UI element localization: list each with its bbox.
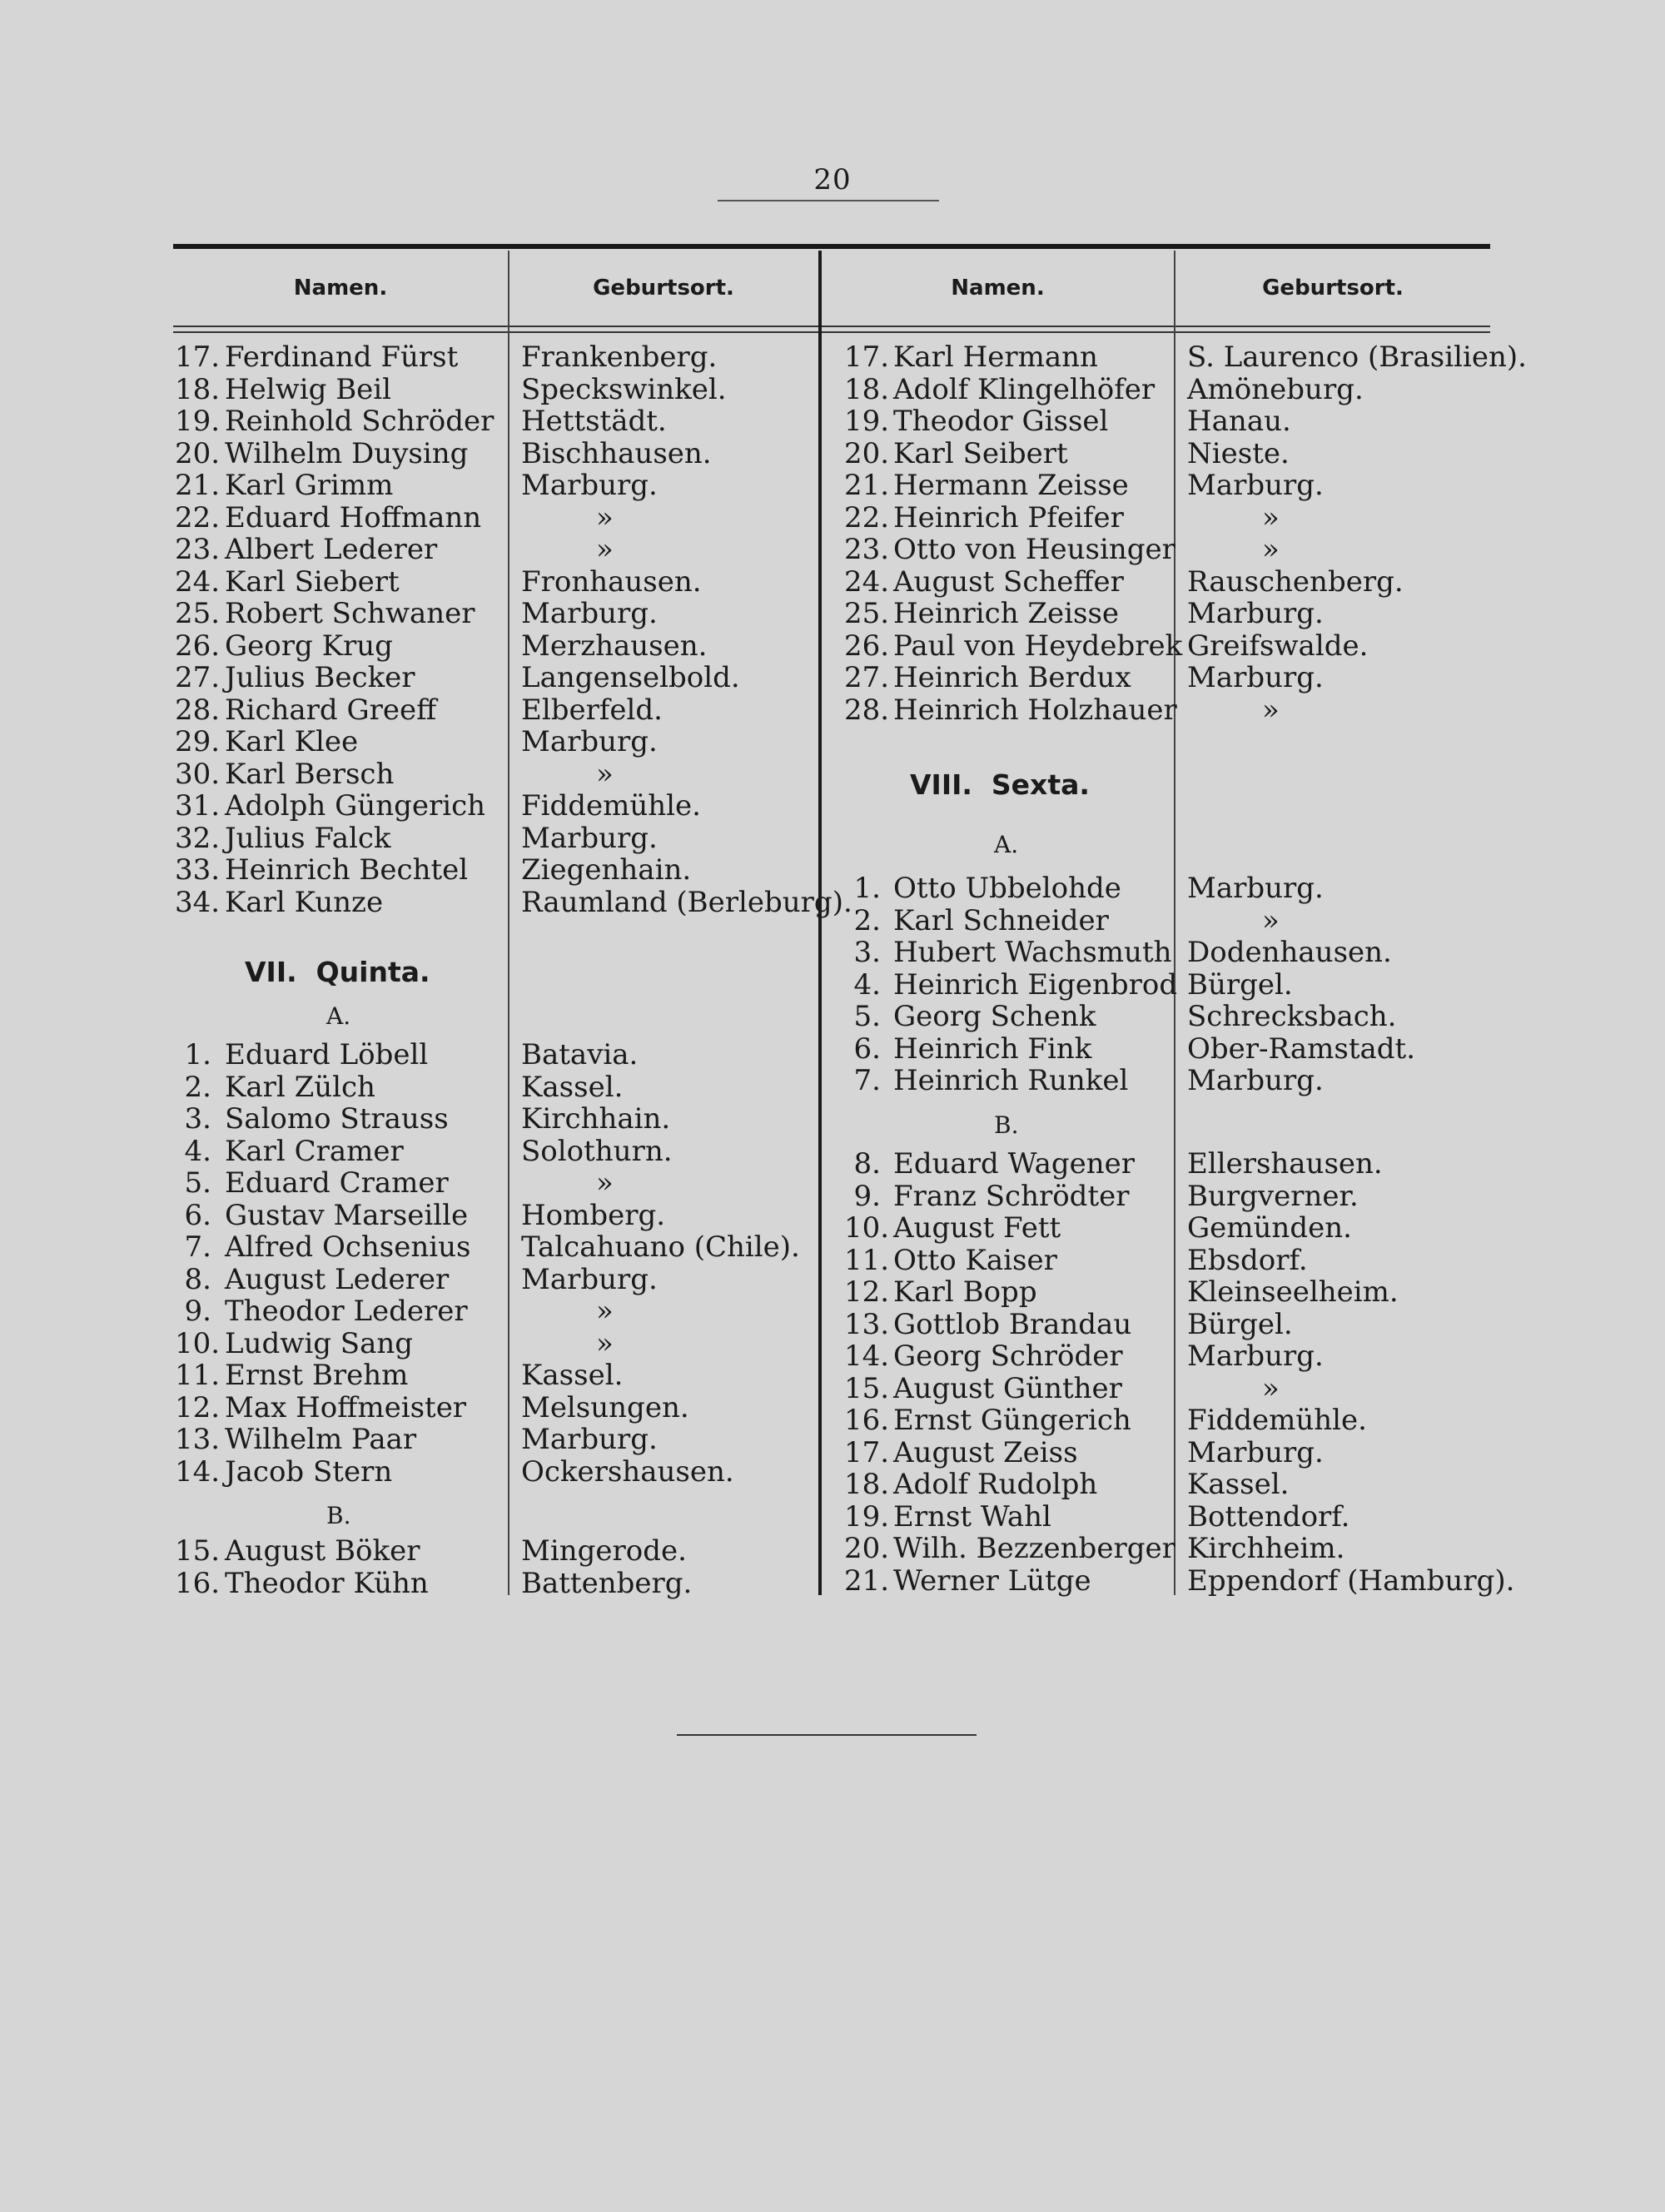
entry-number: 10. (175, 1326, 221, 1360)
entry-birthplace: Ober-Ramstadt. (1187, 1031, 1416, 1066)
entry-name: August Scheffer (893, 564, 1124, 599)
section-numeral: VIII. (910, 768, 972, 801)
section-quinta-title (245, 956, 430, 988)
entry-number: 24. (175, 564, 221, 599)
entry-birthplace: Marburg. (521, 725, 658, 758)
entry-birthplace: Kirchhain. (521, 1102, 671, 1136)
entry-number: 16. (844, 1404, 890, 1437)
bottom-rule (677, 1734, 977, 1736)
entry-name: Julius Falck (225, 821, 391, 855)
entry-birthplace: Melsungen. (521, 1390, 689, 1424)
entry-name: August Fett (893, 1211, 1061, 1245)
entry-birthplace: » (596, 533, 614, 566)
entry-number: 17. (844, 340, 890, 374)
entry-name: Franz Schrödter (893, 1179, 1130, 1213)
entry-birthplace: » (1262, 1371, 1280, 1405)
entry-birthplace: Ziegenhain. (521, 853, 692, 887)
entry-birthplace: Marburg. (521, 1262, 658, 1296)
header-names-left: Namen. (293, 276, 388, 301)
entry-name: Karl Bersch (225, 757, 395, 791)
entry-number: 3. (853, 936, 881, 969)
entry-birthplace: Raumland (Berleburg). (521, 885, 852, 919)
entry-number: 16. (175, 1566, 221, 1600)
entry-birthplace: Elberfeld. (521, 693, 663, 727)
entry-name: Wilh. Bezzenberger (893, 1532, 1175, 1565)
entry-name: Eduard Löbell (225, 1038, 429, 1071)
entry-birthplace: Marburg. (1187, 1435, 1324, 1469)
entry-birthplace: Gemünden. (1187, 1211, 1352, 1245)
entry-birthplace: Marburg. (521, 821, 658, 855)
entry-birthplace: Amöneburg. (1187, 372, 1364, 406)
entry-name: Theodor Kühn (225, 1566, 429, 1600)
entry-birthplace: Marburg. (1187, 1064, 1324, 1097)
entry-birthplace: Marburg. (521, 1423, 658, 1456)
column-divider (508, 251, 509, 1595)
header-birthplace-left: Geburtsort. (593, 276, 734, 301)
entry-number: 10. (844, 1211, 890, 1245)
entry-name: Heinrich Fink (893, 1031, 1092, 1066)
entry-birthplace: Bürgel. (1187, 967, 1293, 1002)
entry-birthplace: Marburg. (1187, 469, 1324, 502)
entry-birthplace: » (596, 1166, 614, 1200)
entry-number: 2. (853, 903, 881, 937)
top-rule (718, 200, 939, 201)
entry-number: 17. (175, 340, 221, 374)
entry-number: 2. (184, 1070, 211, 1104)
entry-birthplace: Hanau. (1187, 405, 1291, 438)
entry-name: Georg Krug (225, 629, 393, 663)
entry-birthplace: Marburg. (1187, 661, 1324, 694)
entry-number: 23. (175, 533, 221, 566)
entry-name: Ferdinand Fürst (225, 340, 459, 374)
entry-name: Heinrich Bechtel (225, 853, 469, 887)
entry-number: 1. (853, 872, 881, 905)
entry-birthplace: Langenselbold. (521, 661, 740, 694)
entry-number: 29. (175, 725, 221, 758)
entry-birthplace: » (596, 500, 614, 534)
entry-birthplace: Bürgel. (1187, 1307, 1293, 1341)
entry-number: 9. (853, 1179, 881, 1213)
entry-name: Karl Siebert (225, 564, 400, 599)
entry-birthplace: Talcahuano (Chile). (521, 1230, 800, 1264)
entry-number: 12. (844, 1275, 890, 1309)
entry-name: Reinhold Schröder (225, 405, 495, 438)
entry-name: Julius Becker (225, 661, 415, 694)
entry-number: 25. (175, 597, 221, 630)
entry-birthplace: » (596, 1295, 614, 1328)
entry-number: 31. (175, 789, 221, 823)
entry-birthplace: Eppendorf (Hamburg). (1187, 1563, 1515, 1598)
entry-birthplace: Batavia. (521, 1038, 639, 1071)
entry-number: 11. (175, 1359, 221, 1392)
entry-number: 1. (184, 1038, 211, 1071)
entry-name: Robert Schwaner (225, 597, 475, 630)
entry-number: 19. (844, 405, 890, 438)
entry-birthplace: Schrecksbach. (1187, 1000, 1397, 1033)
entry-number: 12. (175, 1390, 221, 1424)
entry-name: Heinrich Pfeifer (893, 500, 1124, 534)
entry-number: 14. (844, 1340, 890, 1373)
entry-number: 18. (175, 372, 221, 406)
entry-number: 33. (175, 853, 221, 887)
entry-number: 13. (175, 1423, 221, 1456)
entry-number: 20. (175, 436, 221, 470)
entry-birthplace: » (596, 757, 614, 791)
entry-name: Heinrich Eigenbrod (893, 967, 1178, 1002)
entry-number: 9. (184, 1295, 211, 1328)
entry-name: Heinrich Holzhauer (893, 693, 1177, 727)
entry-name: Karl Zülch (225, 1070, 375, 1104)
entry-name: Albert Lederer (225, 533, 438, 566)
entry-number: 18. (844, 372, 890, 406)
entry-birthplace: Hettstädt. (521, 405, 667, 438)
entry-number: 6. (184, 1198, 211, 1232)
section-sexta-title (910, 768, 1090, 801)
entry-name: Karl Bopp (893, 1275, 1037, 1309)
center-divider (818, 251, 822, 1595)
entry-number: 20. (844, 1532, 890, 1565)
entry-name: Gottlob Brandau (893, 1307, 1132, 1341)
entry-name: Werner Lütge (893, 1563, 1091, 1598)
entry-birthplace: S. Laurenco (Brasilien). (1187, 340, 1527, 374)
entry-number: 14. (175, 1454, 221, 1489)
entry-name: Karl Hermann (893, 340, 1098, 374)
entry-number: 15. (175, 1534, 221, 1568)
entry-birthplace: Fiddemühle. (1187, 1404, 1367, 1437)
entry-name: Ernst Brehm (225, 1359, 409, 1392)
entry-birthplace: Battenberg. (521, 1566, 693, 1600)
entry-birthplace: Marburg. (1187, 1340, 1324, 1373)
entry-name: Wilhelm Duysing (225, 436, 469, 470)
entry-birthplace: Ebsdorf. (1187, 1243, 1308, 1277)
entry-name: Adolph Güngerich (225, 789, 486, 823)
entry-name: Wilhelm Paar (225, 1423, 417, 1456)
entry-name: Helwig Beil (225, 372, 392, 406)
entry-birthplace: » (596, 1326, 614, 1360)
subhead-b-left: B. (326, 1502, 351, 1529)
entry-number: 19. (175, 405, 221, 438)
entry-number: 18. (844, 1468, 890, 1501)
entry-name: Ludwig Sang (225, 1326, 414, 1360)
entry-birthplace: Bottendorf. (1187, 1499, 1350, 1533)
entry-number: 22. (844, 500, 890, 534)
subhead-a-left: A. (326, 1002, 351, 1030)
entry-name: Karl Schneider (893, 903, 1109, 937)
page-number: 20 (813, 163, 852, 196)
entry-number: 21. (175, 469, 221, 502)
entry-number: 4. (853, 967, 881, 1002)
subhead-a-right: A. (994, 831, 1019, 858)
entry-birthplace: Greifswalde. (1187, 629, 1369, 663)
entry-birthplace: Nieste. (1187, 436, 1290, 470)
entry-number: 4. (184, 1134, 211, 1168)
entry-name: Salomo Strauss (225, 1102, 449, 1136)
entry-name: Georg Schröder (893, 1340, 1123, 1373)
entry-number: 30. (175, 757, 221, 791)
entry-birthplace: Bischhausen. (521, 436, 712, 470)
entry-name: Karl Seibert (893, 436, 1068, 470)
entry-number: 5. (184, 1166, 211, 1200)
entry-number: 21. (844, 1563, 890, 1598)
entry-name: Gustav Marseille (225, 1198, 469, 1232)
entry-name: Eduard Cramer (225, 1166, 449, 1200)
header-birthplace-right: Geburtsort. (1262, 276, 1404, 301)
entry-birthplace: Merzhausen. (521, 629, 708, 663)
entry-birthplace: Marburg. (521, 597, 658, 630)
entry-birthplace: Kirchheim. (1187, 1532, 1345, 1565)
student-table (173, 244, 1527, 1600)
entry-number: 21. (844, 469, 890, 502)
entry-name: Otto von Heusinger (893, 533, 1175, 566)
entry-number: 5. (853, 1000, 881, 1033)
entry-name: August Lederer (225, 1262, 450, 1296)
entry-number: 34. (175, 885, 221, 919)
entry-birthplace: Rauschenberg. (1187, 564, 1404, 599)
entry-number: 13. (844, 1307, 890, 1341)
entry-birthplace: Marburg. (1187, 872, 1324, 905)
entry-number: 8. (853, 1147, 881, 1181)
entry-number: 17. (844, 1435, 890, 1469)
entry-birthplace: Kassel. (1187, 1468, 1290, 1501)
section-name: Sexta. (991, 768, 1090, 801)
header-rule (173, 326, 1490, 327)
entry-name: Max Hoffmeister (225, 1390, 467, 1424)
entry-name: Karl Cramer (225, 1134, 404, 1168)
entry-name: Karl Klee (225, 725, 359, 758)
entry-number: 28. (175, 693, 221, 727)
entry-name: Heinrich Zeisse (893, 597, 1120, 630)
entry-number: 32. (175, 821, 221, 855)
entry-birthplace: » (1262, 693, 1280, 727)
entry-number: 28. (844, 693, 890, 727)
entry-birthplace: » (1262, 500, 1280, 534)
entry-name: Karl Kunze (225, 885, 384, 919)
entry-birthplace: Homberg. (521, 1198, 666, 1232)
entry-name: Otto Kaiser (893, 1243, 1057, 1277)
entry-birthplace: Kleinseelheim. (1187, 1275, 1399, 1309)
entry-name: Theodor Gissel (893, 405, 1109, 438)
entry-name: Hubert Wachsmuth (893, 936, 1172, 969)
entry-name: Ernst Wahl (893, 1499, 1051, 1533)
entry-birthplace: Solothurn. (521, 1134, 673, 1168)
subhead-b-right: B. (994, 1111, 1019, 1139)
entry-name: Karl Grimm (225, 469, 394, 502)
entry-name: Heinrich Runkel (893, 1064, 1129, 1097)
entry-number: 25. (844, 597, 890, 630)
entry-number: 19. (844, 1499, 890, 1533)
entry-birthplace: Frankenberg. (521, 340, 718, 374)
entry-name: Eduard Hoffmann (225, 500, 482, 534)
table-top-border (173, 244, 1490, 249)
entry-number: 26. (175, 629, 221, 663)
section-numeral: VII. (245, 956, 297, 988)
entry-birthplace: » (1262, 533, 1280, 566)
entry-number: 27. (844, 661, 890, 694)
entry-name: August Günther (893, 1371, 1122, 1405)
entry-number: 7. (853, 1064, 881, 1097)
entry-number: 23. (844, 533, 890, 566)
entry-birthplace: Kassel. (521, 1359, 624, 1392)
entry-name: Adolf Klingelhöfer (893, 372, 1156, 406)
entry-birthplace: Marburg. (521, 469, 658, 502)
entry-name: Georg Schenk (893, 1000, 1096, 1033)
entry-name: Alfred Ochsenius (225, 1230, 471, 1264)
entry-name: Ernst Güngerich (893, 1404, 1131, 1437)
entry-number: 7. (184, 1230, 211, 1264)
entry-birthplace: Ellershausen. (1187, 1147, 1383, 1181)
entry-name: Adolf Rudolph (893, 1468, 1098, 1501)
entry-number: 27. (175, 661, 221, 694)
entry-birthplace: Dodenhausen. (1187, 936, 1392, 969)
entry-name: August Zeiss (893, 1435, 1078, 1469)
entry-number: 15. (844, 1371, 890, 1405)
entry-name: August Böker (225, 1534, 420, 1568)
entry-number: 20. (844, 436, 890, 470)
entry-birthplace: Fiddemühle. (521, 789, 701, 823)
entry-name: Otto Ubbelohde (893, 872, 1121, 905)
header-names-right: Namen. (951, 276, 1045, 301)
entry-name: Paul von Heydebrek (893, 629, 1183, 663)
entry-number: 6. (853, 1031, 881, 1066)
entry-name: Eduard Wagener (893, 1147, 1135, 1181)
entry-number: 8. (184, 1262, 211, 1296)
entry-birthplace: Speckswinkel. (521, 372, 727, 406)
entry-name: Theodor Lederer (225, 1295, 468, 1328)
entry-name: Jacob Stern (225, 1454, 393, 1489)
entry-number: 22. (175, 500, 221, 534)
entry-name: Richard Greeff (225, 693, 437, 727)
section-name: Quinta. (316, 956, 430, 988)
entry-name: Hermann Zeisse (893, 469, 1129, 502)
entry-birthplace: Ockershausen. (521, 1454, 734, 1489)
entry-number: 3. (184, 1102, 211, 1136)
entry-birthplace: » (1262, 903, 1280, 937)
entry-birthplace: Mingerode. (521, 1534, 687, 1568)
entry-birthplace: Marburg. (1187, 597, 1324, 630)
column-divider (1174, 251, 1175, 1595)
entry-birthplace: Burgverner. (1187, 1179, 1359, 1213)
header-rule-double (173, 331, 1490, 333)
entry-name: Heinrich Berdux (893, 661, 1131, 694)
entry-number: 24. (844, 564, 890, 599)
entry-birthplace: Kassel. (521, 1070, 624, 1104)
entry-number: 26. (844, 629, 890, 663)
entry-birthplace: Fronhausen. (521, 564, 702, 599)
entry-number: 11. (844, 1243, 890, 1277)
